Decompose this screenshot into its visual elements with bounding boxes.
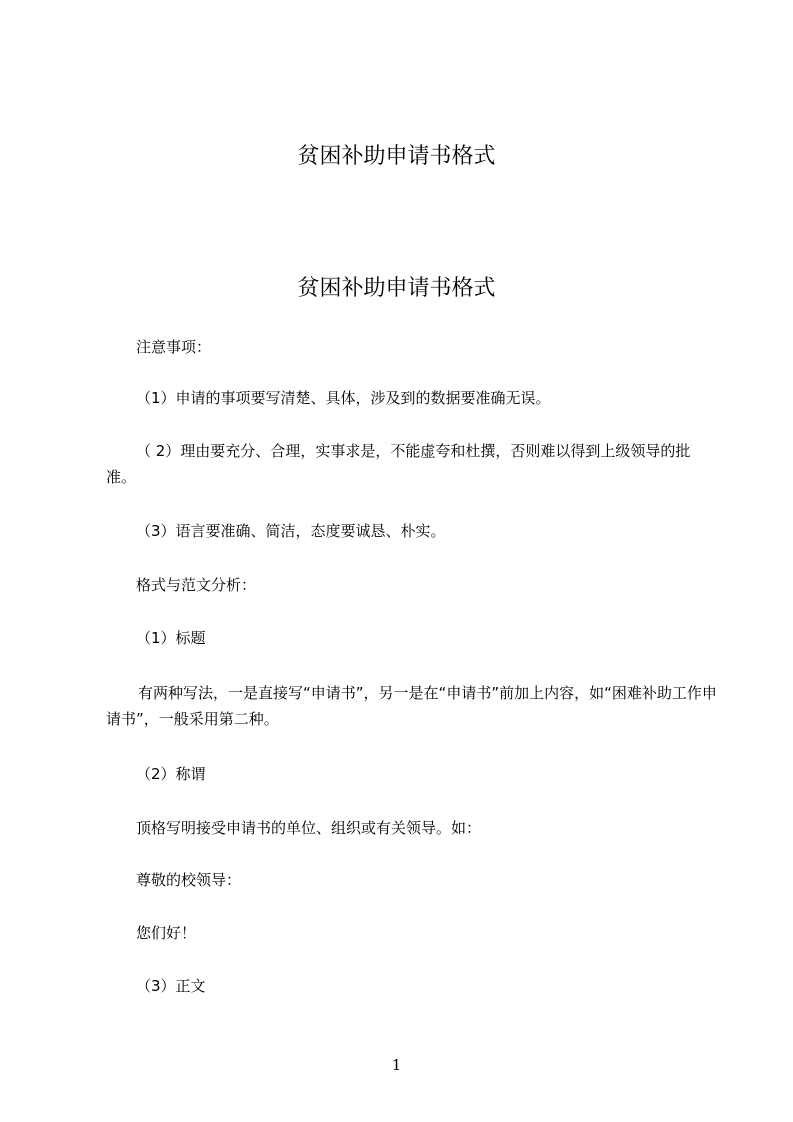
paragraph-item-1: （1）申请的事项要写清楚、具体，涉及到的数据要准确无误。: [136, 389, 551, 407]
document-title: 贫困补助申请书格式: [297, 276, 496, 301]
page-number: 1: [391, 1056, 402, 1074]
paragraph-greeting: 您们好！: [136, 924, 197, 942]
paragraph-body-heading: （3）正文: [136, 977, 206, 995]
paragraph-title-desc: 有两种写法，一是直接写“申请书”，另一是在“申请书”前加上内容，如“困难补助工作申请书”，一般采用第二种。: [106, 684, 717, 728]
paragraph-salutation-desc: 顶格写明接受申请书的单位、组织或有关领导。如：: [136, 819, 482, 837]
paragraph-notice-heading: 注意事项：: [136, 338, 212, 356]
header-title: 贫困补助申请书格式: [297, 144, 496, 169]
paragraph-item-3: （3）语言要准确、简洁，态度要诚恳、朴实。: [136, 522, 446, 540]
paragraph-title-heading: （1）标题: [136, 629, 206, 647]
paragraph-salutation-heading: （2）称谓: [136, 765, 206, 783]
paragraph-item-2: （ 2）理由要充分、合理，实事求是，不能虚夸和杜撰，否则难以得到上级领导的批准。: [106, 442, 691, 486]
paragraph-salutation-example: 尊敬的校领导：: [136, 871, 242, 889]
paragraph-format-heading: 格式与范文分析：: [136, 576, 257, 594]
